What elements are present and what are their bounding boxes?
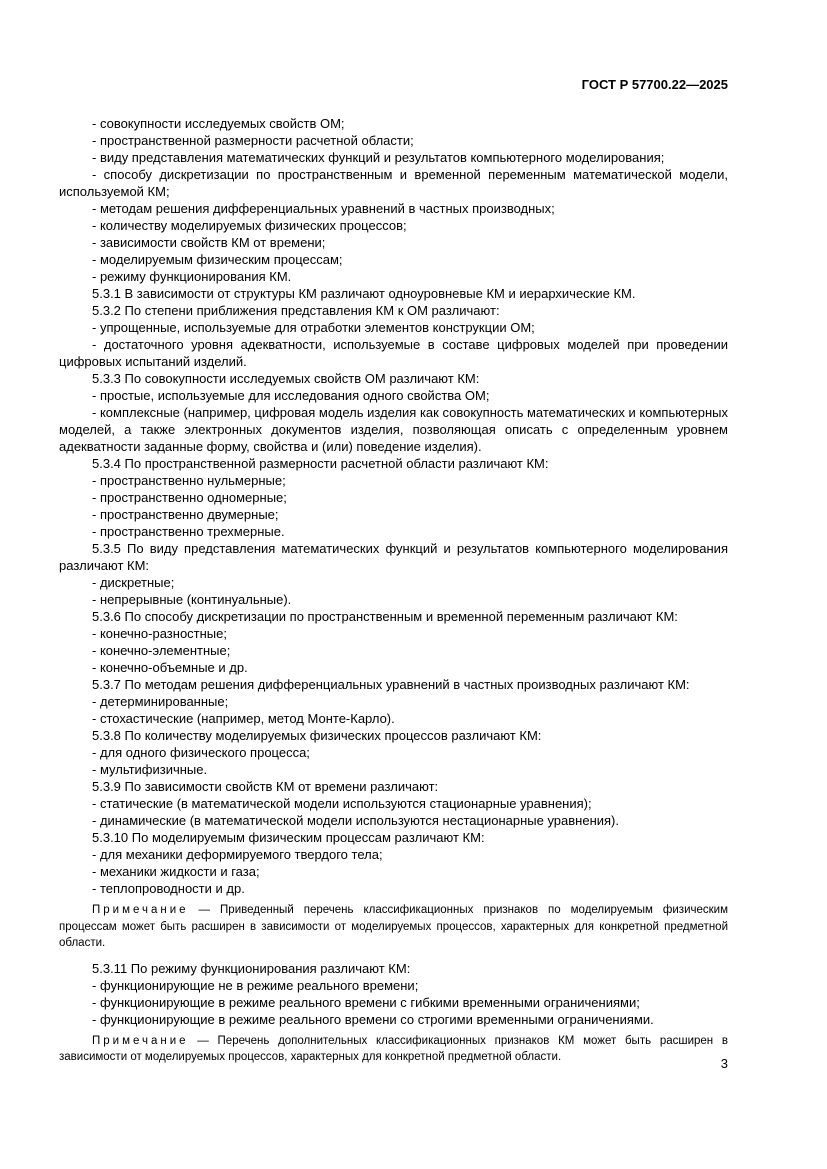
- text-line: - способу дискретизации по пространственным и временной переменным математической модели, используемой КМ;: [59, 167, 728, 199]
- note-2: [59, 1033, 728, 1066]
- text-line: - детерминированные;: [92, 694, 229, 709]
- text-line: - дискретные;: [92, 575, 175, 590]
- text-line: - функционирующие в режиме реального времени со строгими временными ограничениями.: [92, 1011, 654, 1027]
- text-line: - функционирующие не в режиме реального времени;: [92, 977, 419, 993]
- page-body: [59, 115, 728, 1074]
- text-line: - количеству моделируемых физических процессов;: [92, 218, 407, 233]
- text-line: - моделируемым физическим процессам;: [92, 252, 343, 267]
- note-1: [59, 902, 728, 952]
- text-line: 5.3.8 По количеству моделируемых физических процессов различают КМ:: [92, 728, 542, 743]
- text-line: - пространственно нульмерные;: [92, 473, 286, 488]
- text-line: 5.3.11 По режиму функционирования различают КМ:: [92, 960, 411, 976]
- text-line: - стохастические (например, метод Монте-Карло).: [92, 711, 395, 726]
- text-line: 5.3.3 По совокупности исследуемых свойств ОМ различают КМ:: [92, 371, 480, 386]
- document-header: ГОСТ Р 57700.22—2025: [581, 77, 728, 92]
- text-line: - пространственной размерности расчетной области;: [92, 133, 414, 148]
- note-label: Примечание: [92, 904, 189, 916]
- text-line: 5.3.5 По виду представления математических функций и результатов компьютерного моделирования различают КМ:: [59, 541, 728, 573]
- text-line: 5.3.10 По моделируемым физическим процессам различают КМ:: [92, 830, 485, 845]
- text-line: 5.3.6 По способу дискретизации по пространственным и временной переменным различают КМ:: [92, 609, 678, 624]
- text-line: - конечно-разностные;: [92, 626, 227, 641]
- text-line: - конечно-объемные и др.: [92, 660, 248, 675]
- text-line: - совокупности исследуемых свойств ОМ;: [92, 116, 345, 131]
- text-line: - виду представления математических функций и результатов компьютерного моделирования;: [92, 150, 665, 165]
- note-text: — Перечень дополнительных классификационных признаков КМ может быть расширен в зависимости от моделируемых процессов, характерных для конкретной предметной области.: [59, 1034, 728, 1063]
- text-line: - для механики деформируемого твердого тела;: [92, 847, 383, 862]
- text-line: - статические (в математической модели используются стационарные уравнения);: [92, 796, 592, 811]
- text-line: - пространственно двумерные;: [92, 507, 279, 522]
- text-line: 5.3.2 По степени приближения представления КМ к ОМ различают:: [92, 303, 500, 318]
- text-line: - методам решения дифференциальных уравнений в частных производных;: [92, 201, 555, 216]
- text-line: 5.3.1 В зависимости от структуры КМ различают одноуровневые КМ и иерархические КМ.: [92, 286, 636, 301]
- text-line: - упрощенные, используемые для отработки элементов конструкции ОМ;: [92, 320, 535, 335]
- note-text: — Приведенный перечень классификационных признаков по моделируемым физическим процессам может быть расширен в зависимости от моделируемых процессов, характерных для конкретной предметной области.: [59, 904, 728, 949]
- text-line: 5.3.7 По методам решения дифференциальных уравнений в частных производных различают КМ:: [92, 677, 690, 692]
- text-line: - динамические (в математической модели используются нестационарные уравнения).: [92, 813, 620, 828]
- text-line: - пространственно одномерные;: [92, 490, 287, 505]
- text-line: - для одного физического процесса;: [92, 745, 310, 760]
- note-label: Примечание: [92, 1034, 189, 1047]
- classification-list: [59, 115, 728, 897]
- text-line: - теплопроводности и др.: [92, 881, 245, 896]
- text-line: - мультифизичные.: [92, 762, 208, 777]
- operating-mode-list: [59, 960, 728, 1028]
- text-line: - режиму функционирования КМ.: [92, 269, 292, 284]
- page-number: 3: [720, 1056, 728, 1071]
- text-line: - механики жидкости и газа;: [92, 864, 260, 879]
- text-line: - функционирующие в режиме реального времени с гибкими временными ограничениями;: [92, 994, 640, 1010]
- text-line: - комплексные (например, цифровая модель изделия как совокупность математических и компьютерных моделей, а также электронных документов изделия, позволяющая описать с определенным уровнем адекватности заданные форму, свойства и (или) поведение изделия).: [59, 405, 728, 454]
- text-line: - конечно-элементные;: [92, 643, 231, 658]
- text-line: - достаточного уровня адекватности, используемые в составе цифровых моделей при проведении цифровых испытаний изделий.: [59, 337, 728, 369]
- text-line: - зависимости свойств КМ от времени;: [92, 235, 326, 250]
- text-line: - простые, используемые для исследования одного свойства ОМ;: [92, 388, 490, 403]
- text-line: 5.3.9 По зависимости свойств КМ от времени различают:: [92, 779, 439, 794]
- text-line: - пространственно трехмерные.: [92, 524, 285, 539]
- text-line: 5.3.4 По пространственной размерности расчетной области различают КМ:: [92, 456, 549, 471]
- text-line: - непрерывные (континуальные).: [92, 592, 292, 607]
